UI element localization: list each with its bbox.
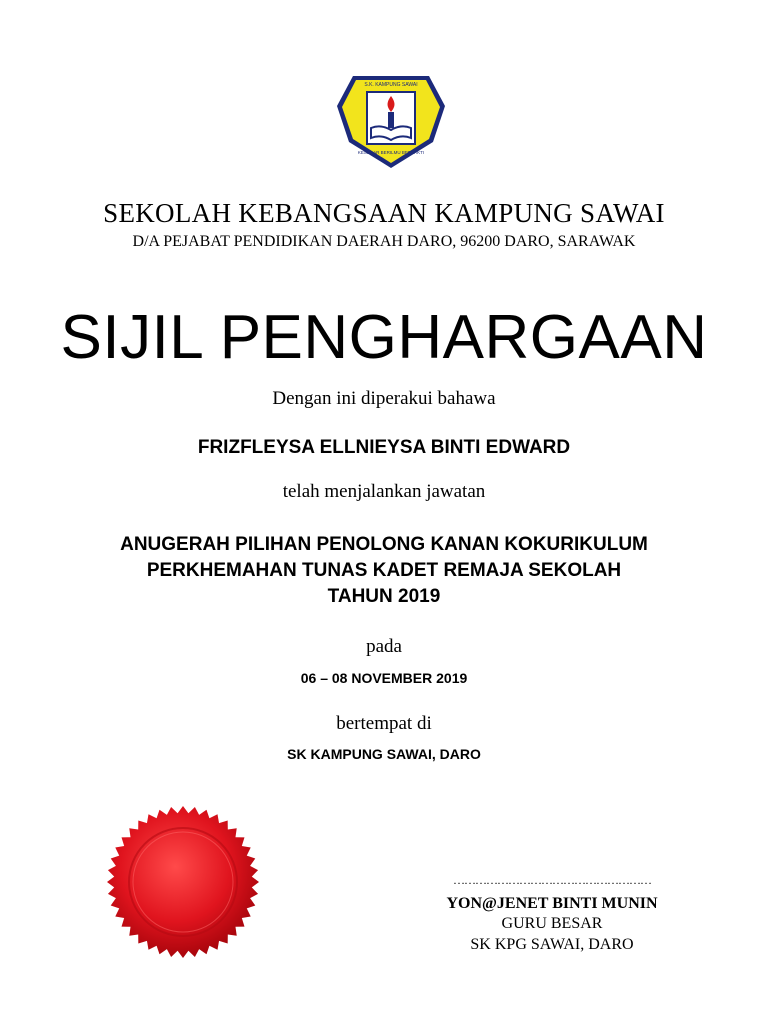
signature-line: ……………………………………………… — [453, 873, 651, 887]
place-intro-text: bertempat di — [336, 713, 432, 734]
school-logo — [333, 70, 449, 172]
award-line-3: TAHUN 2019 — [327, 586, 441, 607]
school-address: D/A PEJABAT PENDIDIKAN DAERAH DARO, 96200 DARO, SARAWAK — [132, 233, 636, 250]
award-line-2: PERKHEMAHAN TUNAS KADET REMAJA SEKOLAH — [146, 560, 622, 581]
signatory-school: SK KPG SAWAI, DARO — [470, 936, 634, 953]
signatory-title: GURU BESAR — [501, 915, 603, 932]
signatory-name: YON@JENET BINTI MUNIN — [446, 895, 658, 912]
award-line-1: ANUGERAH PILIHAN PENOLONG KANAN KOKURIKULUM — [120, 534, 648, 555]
date-intro-text: pada — [366, 636, 402, 657]
certificate-title: SIJIL PENGHARGAAN — [60, 303, 708, 372]
logo-motto: KESEDAR BERILMU BERBAKTI — [357, 150, 425, 155]
intro-text: Dengan ini diperakui bahawa — [272, 388, 496, 409]
school-name: SEKOLAH KEBANGSAAN KAMPUNG SAWAI — [103, 198, 665, 228]
red-seal-icon — [106, 805, 260, 959]
event-venue: SK KAMPUNG SAWAI, DARO — [287, 746, 481, 762]
role-intro-text: telah menjalankan jawatan — [282, 481, 486, 502]
event-date: 06 – 08 NOVEMBER 2019 — [300, 670, 468, 686]
award-title — [0, 532, 768, 610]
logo-top-text: S.K. KAMPUNG SAWAI — [364, 82, 418, 88]
recipient-name: FRIZFLEYSA ELLNIEYSA BINTI EDWARD — [197, 437, 571, 458]
